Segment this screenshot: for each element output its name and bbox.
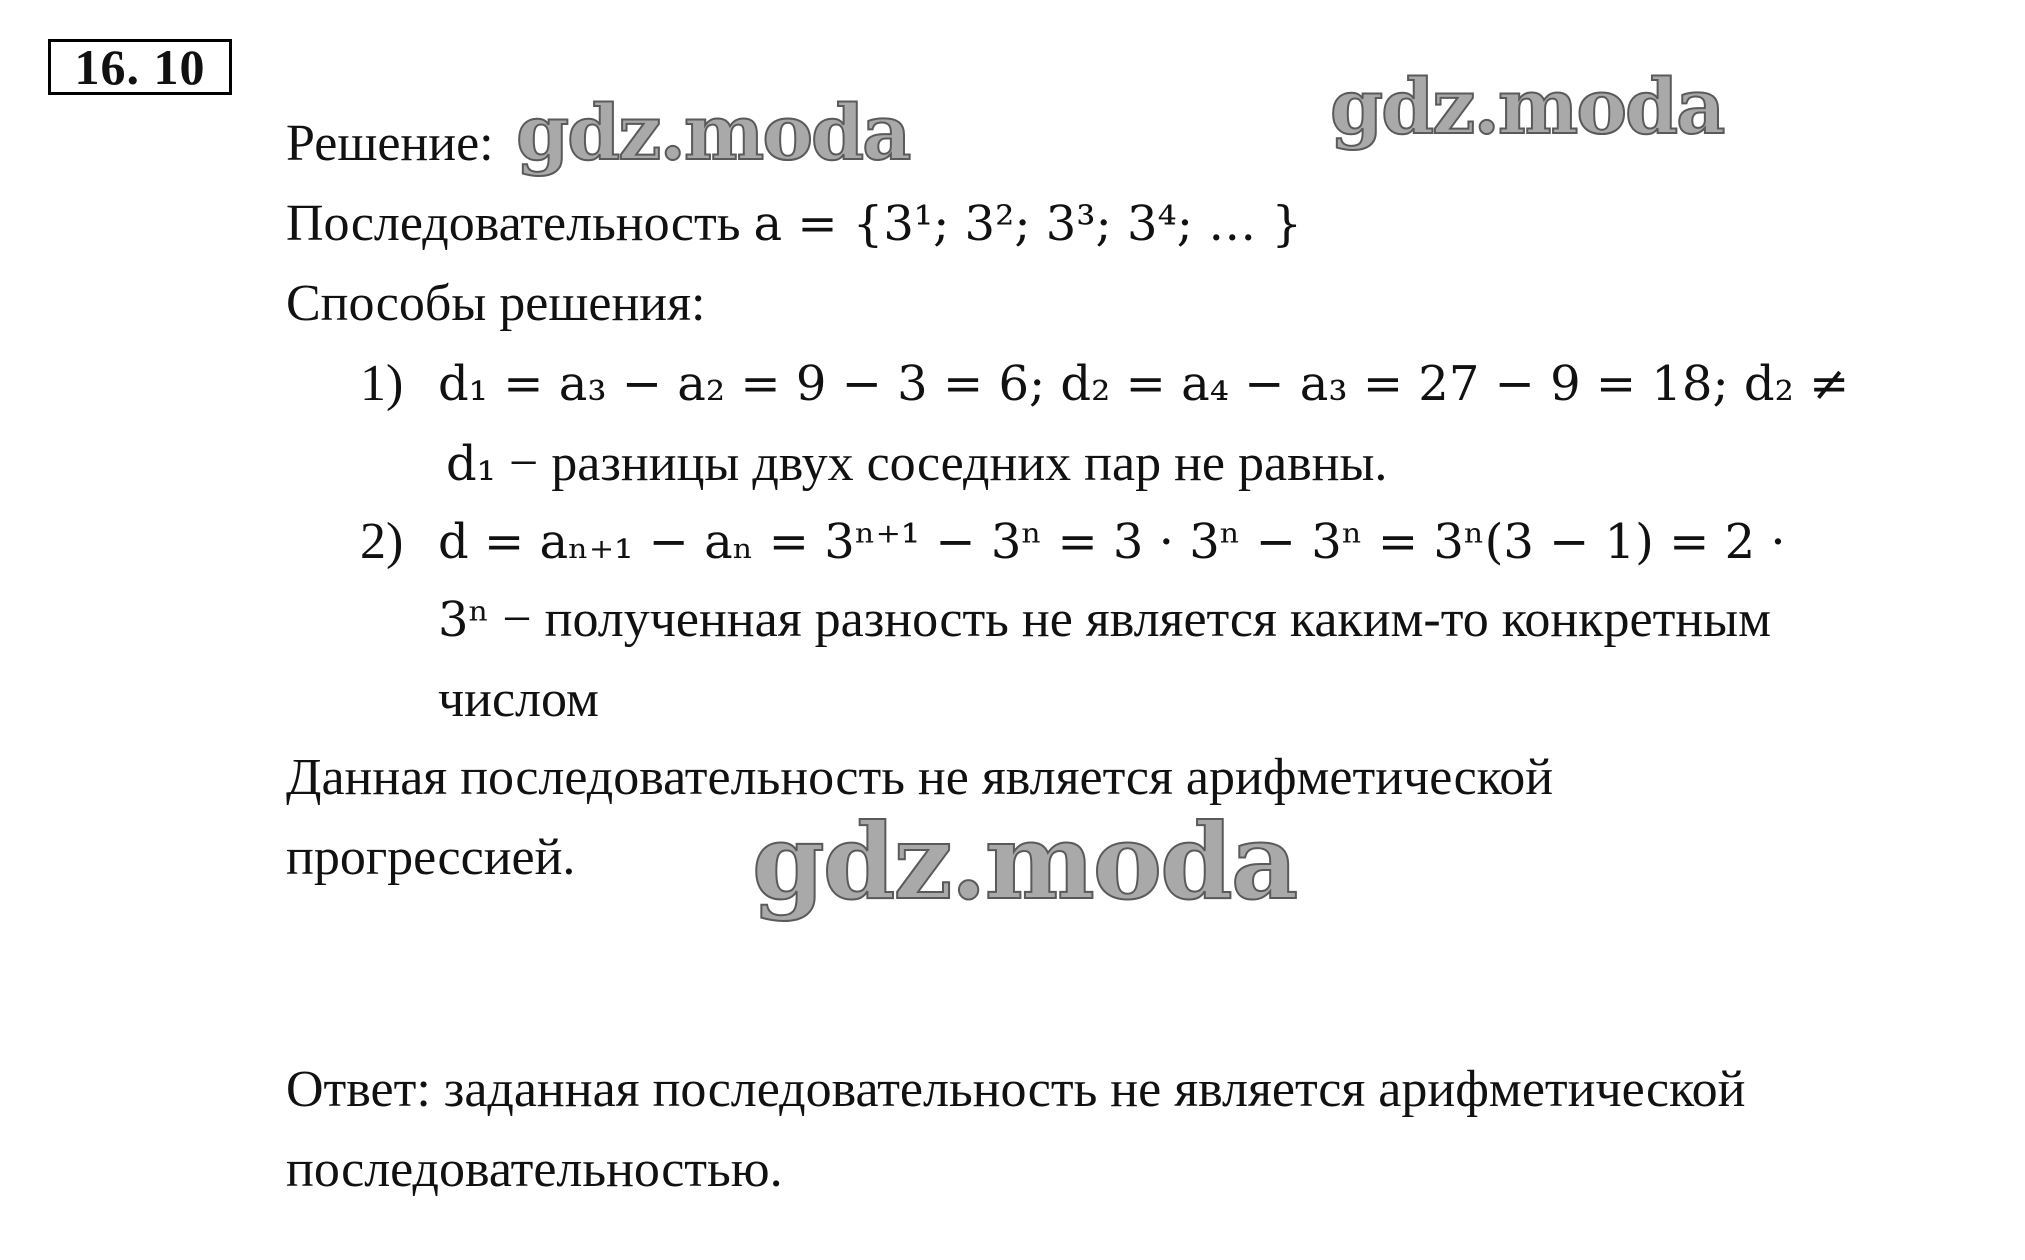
watermark-logo: gdz.moda <box>752 800 1297 923</box>
item2-line3: числом <box>438 671 599 728</box>
sequence-formula: a = {3¹; 3²; 3³; 3⁴; … } <box>753 196 1302 252</box>
item2-line2 <box>438 590 1771 650</box>
solution-label: Решение: <box>286 115 494 172</box>
item2-line2-math: 3ⁿ <box>438 592 490 648</box>
item1-formula-line1: d₁ = a₃ − a₂ = 9 − 3 = 6; d₂ = a₄ − a₃ = 27 − 9 = 18; d₂ ≠ <box>438 356 1850 412</box>
item1-number: 1) <box>360 355 404 412</box>
task-number-box: 16. 10 <box>48 39 232 95</box>
answer-line2: последовательностью. <box>286 1141 783 1198</box>
item2-line2-text: − полученная разность не является каким-то конкретным <box>489 591 1771 648</box>
watermark-logo: gdz.moda <box>1330 62 1724 151</box>
item1-line2-math: d₁ <box>446 436 496 492</box>
conclusion-line1: Данная последовательность не является арифметической <box>286 749 1554 806</box>
item2-formula-line1: d = aₙ₊₁ − aₙ = 3ⁿ⁺¹ − 3ⁿ = 3 · 3ⁿ − 3ⁿ = 3ⁿ(3 − 1) = 2 · <box>438 514 1786 570</box>
methods-label: Способы решения: <box>286 275 706 332</box>
watermark-logo: gdz.moda <box>516 88 910 177</box>
item2-number: 2) <box>360 513 404 570</box>
conclusion-line2: прогрессией. <box>286 829 576 886</box>
sequence-label: Последовательность <box>286 195 741 252</box>
item1-line2-text: − разницы двух соседних пар не равны. <box>495 435 1388 492</box>
answer-line1: Ответ: заданная последовательность не является арифметической <box>286 1061 1746 1118</box>
item1-line2 <box>446 434 1387 494</box>
sequence-line <box>286 194 1302 254</box>
